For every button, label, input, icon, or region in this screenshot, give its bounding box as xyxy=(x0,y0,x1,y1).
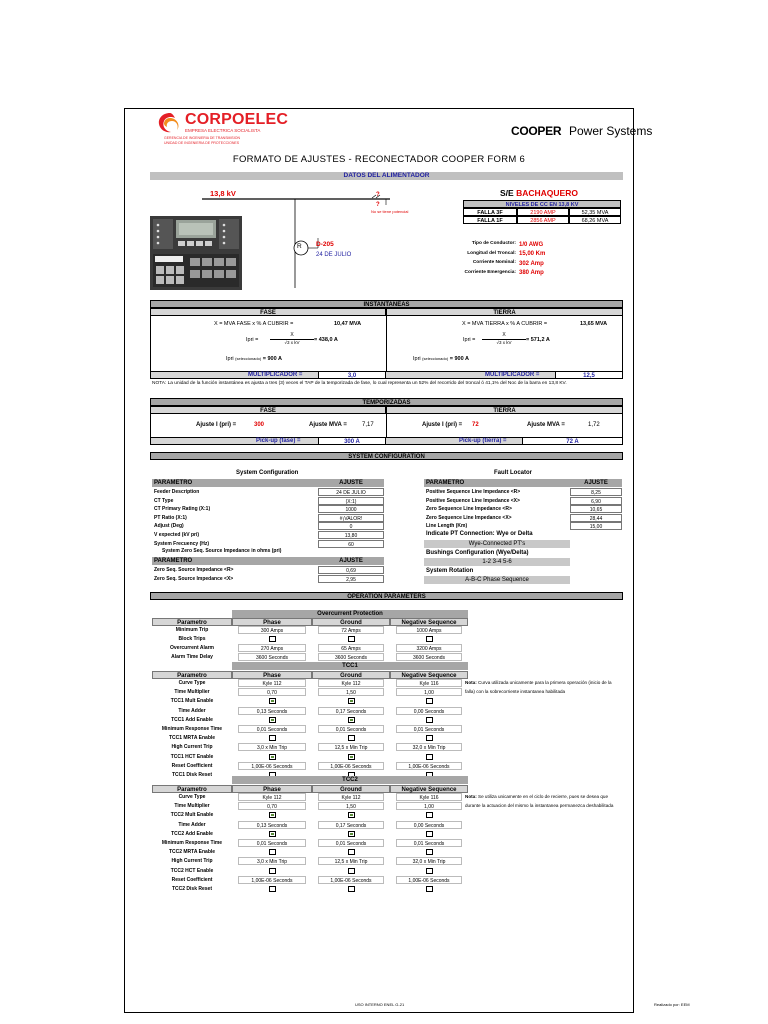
sys-param-label: Feeder Description xyxy=(154,489,200,495)
op-value-neg[interactable]: 1000 Amps xyxy=(396,626,462,634)
op-param-label: TCC2 Disk Reset xyxy=(171,886,212,892)
op-param-label: TCC1 MRTA Enable xyxy=(168,735,216,742)
fault-param-label: Zero Sequence Line Impedance <X> xyxy=(426,514,512,521)
op-checkbox-ground[interactable] xyxy=(348,735,355,741)
op-value-ground[interactable]: 0,17 Seconds xyxy=(318,707,384,715)
sys-param-value[interactable]: #¡VALOR! xyxy=(318,514,384,522)
op-param-label: High Current Trip xyxy=(171,858,213,865)
temp-fase-i-label: Ajuste I (pri) = xyxy=(196,422,237,428)
section-header-datos: DATOS DEL ALIMENTADOR xyxy=(150,172,623,180)
inst-fase-header: FASE xyxy=(150,308,386,316)
op-value-ground[interactable]: 1,50 xyxy=(318,802,384,810)
op-value-neg[interactable]: 0,00 Seconds xyxy=(396,707,462,715)
op-value-ground[interactable]: 1,00E-06 Seconds xyxy=(318,762,384,770)
spec-label: Corriente Nominal: xyxy=(472,260,516,265)
op-checkbox-phase[interactable] xyxy=(269,868,276,874)
cooper-power-systems: Power Systems xyxy=(569,124,653,138)
op-value-neg[interactable]: 1,00 xyxy=(396,802,462,810)
op-checkbox-ground[interactable] xyxy=(348,698,355,704)
inst-fase-sel xyxy=(226,357,282,363)
op-value-neg[interactable]: 3600 Seconds xyxy=(396,653,462,661)
op-value-neg[interactable]: 0,01 Seconds xyxy=(396,839,462,847)
tcc1-col-label: Parametro xyxy=(152,671,232,679)
zero-seq-value[interactable]: 2,95 xyxy=(318,575,384,583)
op-param-label: Minimum Trip xyxy=(175,627,209,633)
inst-fase-frac-den: √3 x kV xyxy=(284,340,300,345)
zero-seq-title: System Zero Seq. Source Impedance in ohms (pri) xyxy=(162,548,282,554)
tcc2-col-phase: Phase xyxy=(232,785,312,793)
op-checkbox-neg[interactable] xyxy=(426,886,433,892)
overcurrent-col-neg: Negative Sequence xyxy=(390,618,468,626)
op-checkbox-neg[interactable] xyxy=(426,812,433,818)
op-checkbox-neg[interactable] xyxy=(426,636,433,642)
falla-label: FALLA 3F xyxy=(463,208,517,216)
op-value-ground[interactable]: 0,01 Seconds xyxy=(318,725,384,733)
op-param-label: Curve Type xyxy=(178,794,206,800)
op-value-phase[interactable]: 0,13 Seconds xyxy=(238,707,306,715)
spec-value: 380 Amp xyxy=(519,270,544,276)
op-checkbox-phase[interactable] xyxy=(269,754,276,760)
sys-param-value[interactable]: 24 DE JULIO xyxy=(318,488,384,496)
inst-tierra-sel-note: (seleccionado) xyxy=(422,356,449,361)
op-checkbox-phase[interactable] xyxy=(269,812,276,818)
op-value-phase[interactable]: Kyle 112 xyxy=(238,679,306,687)
op-value-phase[interactable]: 300 Amps xyxy=(238,626,306,634)
op-value-ground[interactable]: Kyle 112 xyxy=(318,793,384,801)
section-header-operation: OPERATION PARAMETERS xyxy=(150,592,623,600)
inst-tierra-frac-num: X xyxy=(502,332,506,338)
page-title: FORMATO DE AJUSTES - RECONECTADOR COOPER FORM 6 xyxy=(232,154,526,165)
corpoelec-subtitle: EMPRESA ELECTRICA SOCIALISTA xyxy=(185,128,261,133)
temp-fase-header: FASE xyxy=(150,406,386,414)
temp-divider xyxy=(386,414,387,438)
bushings-label: Bushings Configuration (Wye/Delta) xyxy=(426,550,529,556)
op-param-label: Minimum Response Time xyxy=(161,840,223,846)
op-param-label: TCC1 Disk Reset xyxy=(171,772,212,778)
op-param-label: TCC2 Add Enable xyxy=(171,830,213,837)
tcc2-title: TCC2 xyxy=(232,776,468,784)
op-checkbox-neg[interactable] xyxy=(426,735,433,741)
temp-tierra-i: 72 xyxy=(472,422,479,428)
pt-connection-label: Indicate PT Connection: Wye or Delta xyxy=(426,531,533,537)
inst-tierra-sel xyxy=(413,357,469,363)
op-value-ground[interactable]: 72 Amps xyxy=(318,626,384,634)
tcc2-note-bold: Nota: xyxy=(465,794,477,799)
op-value-neg[interactable]: Kyle 116 xyxy=(396,793,462,801)
op-checkbox-ground[interactable] xyxy=(348,849,355,855)
fault-param-label: Line Length (Km) xyxy=(426,523,468,530)
unknown-marker-2: ? xyxy=(376,202,380,208)
section-header-system-config: SYSTEM CONFIGURATION xyxy=(150,452,623,460)
op-value-ground[interactable]: 65 Amps xyxy=(318,644,384,652)
se-label xyxy=(500,189,578,198)
tcc2-col-neg: Negative Sequence xyxy=(390,785,468,793)
recloser-panel-image xyxy=(150,216,242,290)
op-value-phase[interactable]: 0,70 xyxy=(238,802,306,810)
op-value-neg[interactable]: 0,01 Seconds xyxy=(396,725,462,733)
op-value-phase[interactable]: 3600 Seconds xyxy=(238,653,306,661)
tcc1-col-ground: Ground xyxy=(312,671,390,679)
sys-param-value[interactable]: (X:1) xyxy=(318,497,384,505)
op-value-ground[interactable]: 12,5 x Min Trip xyxy=(318,743,384,751)
rotation-value[interactable]: A-B-C Phase Sequence xyxy=(424,576,570,584)
op-checkbox-neg[interactable] xyxy=(426,868,433,874)
fault-param-value[interactable]: 28,44 xyxy=(570,514,622,522)
zero-seq-value[interactable]: 0,69 xyxy=(318,566,384,574)
fault-locator-title: Fault Locator xyxy=(494,470,533,476)
op-value-phase[interactable]: 3,0 x Min Trip xyxy=(238,857,306,865)
inst-fase-mult-label: MULTIPLICADOR = xyxy=(248,372,303,378)
pickup-tierra-label: Pick-up (tierra) = xyxy=(459,438,507,444)
fault-param-value[interactable]: 6,90 xyxy=(570,497,622,505)
temp-fase-mva-label: Ajuste MVA = xyxy=(309,422,347,428)
spec-value: 1/0 AWG xyxy=(519,241,544,248)
sys-param-label: PT Ratio (X:1) xyxy=(154,514,187,521)
falla-amp: 2856 AMP xyxy=(517,216,569,224)
inst-tierra-formula: X = MVA TIERRA x % A CUBRIR = xyxy=(462,321,548,327)
inst-tierra-x: 13,65 MVA xyxy=(580,321,608,327)
inst-fase-ipri-label: Ipri = xyxy=(246,337,259,343)
op-value-phase[interactable]: 1,00E-06 Seconds xyxy=(238,762,306,770)
footer-right: Realizado por: EEM xyxy=(654,1002,690,1007)
op-checkbox-phase[interactable] xyxy=(269,831,276,837)
inst-tierra-sel-label: Ipri xyxy=(413,356,421,362)
pickup-tierra-value: 72 A xyxy=(522,437,623,445)
sys-param-label: V expected (kV pri) xyxy=(154,532,200,538)
sys-col-ajuste: AJUSTE xyxy=(318,479,384,487)
pt-connection-value[interactable]: Wye-Connected PT's xyxy=(424,540,570,548)
op-checkbox-neg[interactable] xyxy=(426,831,433,837)
op-param-label: Reset Coefficient xyxy=(171,876,213,883)
sys-param-value[interactable]: 13,80 xyxy=(318,531,384,539)
fault-param-label: Zero Sequence Line Impedance <R> xyxy=(426,506,512,513)
footer-center: USO INTERNO ENEL G-21 xyxy=(355,1002,405,1007)
sys-param-label: System Frecuency (Hz) xyxy=(154,540,210,547)
section-header-temporizadas: TEMPORIZADAS xyxy=(150,398,623,406)
sys-param-label: CT Type xyxy=(154,497,174,504)
op-value-ground[interactable]: 0,01 Seconds xyxy=(318,839,384,847)
op-checkbox-ground[interactable] xyxy=(348,868,355,874)
inst-fase-mult: 3,0 xyxy=(318,371,386,379)
recloser-symbol-label: R xyxy=(297,243,302,250)
tcc1-col-neg: Negative Sequence xyxy=(390,671,468,679)
tcc1-note-bold: Nota: xyxy=(465,680,477,685)
overcurrent-col-ground: Ground xyxy=(312,618,390,626)
spec-label: Longitud del Troncal: xyxy=(467,250,516,256)
op-checkbox-phase[interactable] xyxy=(269,735,276,741)
inst-fase-ipri: = 438,0 A xyxy=(314,337,338,343)
spec-value: 302 Amp xyxy=(519,260,544,267)
op-param-label: Minimum Response Time xyxy=(161,726,223,732)
fault-col-param: PARAMETRO xyxy=(424,479,570,487)
inst-tierra-ipri: = 571,2 A xyxy=(526,337,550,343)
op-checkbox-ground[interactable] xyxy=(348,717,355,723)
zero-seq-label: Zero Seq. Source Impedance <X> xyxy=(154,576,234,582)
op-checkbox-phase[interactable] xyxy=(269,886,276,892)
zero-seq-label: Zero Seq. Source Impedance <R> xyxy=(154,567,234,573)
temp-fase-mva: 7,17 xyxy=(362,422,374,428)
op-value-neg[interactable]: 32,0 x Min Trip xyxy=(396,857,462,865)
inst-tierra-mult-label: MULTIPLICADOR = xyxy=(485,372,540,378)
fault-param-value[interactable]: 8,25 xyxy=(570,488,622,496)
op-checkbox-neg[interactable] xyxy=(426,754,433,760)
potential-note: No se tiene potencial xyxy=(371,209,409,214)
overcurrent-col-phase: Phase xyxy=(232,618,312,626)
temp-tierra-i-label: Ajuste I (pri) = xyxy=(422,422,463,428)
op-param-label: Time Multiplier xyxy=(174,803,210,810)
inst-fase-frac-num: X xyxy=(290,332,294,338)
inst-fase-x: 10,47 MVA xyxy=(334,321,362,327)
op-value-ground[interactable]: 12,5 x Min Trip xyxy=(318,857,384,865)
cooper-wordmark: COOPER xyxy=(511,124,562,138)
op-param-label: TCC2 HCT Enable xyxy=(170,867,214,874)
bushings-value[interactable]: 1-2 3-4 5-6 xyxy=(424,558,570,566)
device-name: 24 DE JULIO xyxy=(316,252,352,258)
falla-mva: 52,35 MVA xyxy=(569,208,621,216)
op-value-neg[interactable]: 0,00 Seconds xyxy=(396,821,462,829)
overcurrent-title: Overcurrent Protection xyxy=(232,610,468,618)
op-checkbox-neg[interactable] xyxy=(426,849,433,855)
op-value-phase[interactable]: 0,01 Seconds xyxy=(238,839,306,847)
overcurrent-col-label: Parametro xyxy=(152,618,232,626)
sys-param-value[interactable]: 0 xyxy=(318,522,384,530)
op-param-label: Time Multiplier xyxy=(174,689,210,696)
op-checkbox-ground[interactable] xyxy=(348,812,355,818)
temp-tierra-header: TIERRA xyxy=(386,406,623,414)
tcc1-note xyxy=(465,678,617,696)
tcc2-note xyxy=(465,792,617,810)
falla-label: FALLA 1F xyxy=(463,216,517,224)
rotation-label: System Rotation xyxy=(426,568,474,574)
op-param-label: TCC2 MRTA Enable xyxy=(168,849,216,856)
op-param-label: Alarm Time Delay xyxy=(171,654,213,660)
op-param-label: High Current Trip xyxy=(171,744,213,751)
op-param-label: Block Trips xyxy=(178,636,206,642)
op-value-phase[interactable]: 0,13 Seconds xyxy=(238,821,306,829)
inst-tierra-sel-value: = 900 A xyxy=(449,356,469,362)
op-param-label: Reset Coefficient xyxy=(171,762,213,769)
tcc1-title: TCC1 xyxy=(232,662,468,670)
fault-param-value[interactable]: 10,65 xyxy=(570,505,622,513)
op-checkbox-phase[interactable] xyxy=(269,849,276,855)
pickup-fase-label: Pick-up (fase) = xyxy=(256,438,301,444)
system-config-title: System Configuration xyxy=(236,470,299,476)
zero-col-ajuste: AJUSTE xyxy=(318,557,384,565)
op-value-phase[interactable]: 0,01 Seconds xyxy=(238,725,306,733)
op-param-label: TCC2 Mult Enable xyxy=(170,812,214,819)
op-param-label: TCC1 Mult Enable xyxy=(170,698,214,705)
op-checkbox-phase[interactable] xyxy=(269,717,276,723)
op-value-ground[interactable]: 3600 Seconds xyxy=(318,653,384,661)
inst-nota: NOTA: La unidad de la función instantánea es ajusta a tres (3) veces el TAP de la temporizada de fase, lo cual representa un 52% del recorrido del troncal ó 41,1% del Noc de la barra en 13,8 KV. xyxy=(152,381,567,386)
sys-param-label: Adjust (Deg) xyxy=(154,523,184,530)
device-id: D-205 xyxy=(316,241,334,248)
sys-col-param: PARAMETRO xyxy=(152,479,318,487)
corpoelec-dept-2: UNIDAD DE INGENIERIA DE PROTECCIONES xyxy=(164,141,240,145)
temp-tierra-mva-label: Ajuste MVA = xyxy=(527,422,565,428)
op-value-neg[interactable]: 32,0 x Min Trip xyxy=(396,743,462,751)
sys-param-value[interactable]: 1000 xyxy=(318,505,384,513)
op-checkbox-ground[interactable] xyxy=(348,636,355,642)
section-header-instantaneas: INSTANTANEAS xyxy=(150,300,623,308)
op-param-label: Time Adder xyxy=(178,821,206,828)
op-value-phase[interactable]: 270 Amps xyxy=(238,644,306,652)
voltage-label: 13,8 kV xyxy=(210,189,236,198)
op-value-neg[interactable]: 1,00E-06 Seconds xyxy=(396,876,462,884)
inst-fase-sel-value: = 900 A xyxy=(262,356,282,362)
inst-tierra-mult: 12,5 xyxy=(555,371,623,379)
corpoelec-wordmark: CORPOELEC xyxy=(185,111,289,128)
op-checkbox-neg[interactable] xyxy=(426,717,433,723)
se-prefix: S/E xyxy=(500,188,514,198)
fault-param-label: Positive Sequence Line Impedance <X> xyxy=(426,497,520,504)
op-value-neg[interactable]: 1,00E-06 Seconds xyxy=(396,762,462,770)
cc-levels-header: NIVELES DE CC EN 13,8 KV xyxy=(463,200,621,208)
unknown-marker-1: ? xyxy=(376,192,380,198)
op-value-phase[interactable]: Kyle 112 xyxy=(238,793,306,801)
spec-label: Tipo de Conductor: xyxy=(471,241,516,246)
op-param-label: Curve Type xyxy=(178,680,206,686)
pickup-fase-value: 300 A xyxy=(318,437,386,445)
op-value-neg[interactable]: 1,00 xyxy=(396,688,462,696)
inst-fase-formula: X = MVA FASE x % A CUBRIR = xyxy=(214,321,294,327)
op-value-phase[interactable]: 0,70 xyxy=(238,688,306,696)
se-name: BACHAQUERO xyxy=(516,188,578,198)
spec-label: Corriente Emergencia: xyxy=(464,269,516,275)
op-checkbox-ground[interactable] xyxy=(348,886,355,892)
inst-tierra-frac-den: √3 x kV xyxy=(496,340,512,345)
temp-fase-i: 300 xyxy=(254,422,265,428)
inst-tierra-ipri-label: Ipri = xyxy=(463,337,476,343)
fault-param-value[interactable]: 15,00 xyxy=(570,522,622,530)
op-value-ground[interactable]: Kyle 112 xyxy=(318,679,384,687)
sys-param-value[interactable]: 60 xyxy=(318,540,384,548)
tcc2-col-ground: Ground xyxy=(312,785,390,793)
multiplicador-row xyxy=(150,371,623,379)
op-value-neg[interactable]: 3200 Amps xyxy=(396,644,462,652)
inst-tierra-header: TIERRA xyxy=(386,308,623,316)
corpoelec-swirl-icon xyxy=(156,111,184,135)
tcc2-note-text: Se utiliza unicamente en el ciclo de recierre, pues se desea que durante la actuacion del mismo la instantanea permanezca deshabilitada xyxy=(465,794,614,808)
sys-param-label: CT Primary Rating (X:1) xyxy=(154,506,211,513)
op-param-label: TCC1 Add Enable xyxy=(171,716,213,723)
op-value-neg[interactable]: Kyle 116 xyxy=(396,679,462,687)
op-param-label: Overcurrent Alarm xyxy=(170,645,214,651)
op-value-ground[interactable]: 1,50 xyxy=(318,688,384,696)
inst-fase-sel-label: Ipri xyxy=(226,356,234,362)
tcc1-col-phase: Phase xyxy=(232,671,312,679)
spec-value: 15,00 Km xyxy=(519,251,546,257)
op-checkbox-neg[interactable] xyxy=(426,698,433,704)
op-param-label: TCC1 HCT Enable xyxy=(170,753,214,760)
op-checkbox-phase[interactable] xyxy=(269,636,276,642)
op-value-ground[interactable]: 0,17 Seconds xyxy=(318,821,384,829)
temp-tierra-mva: 1,72 xyxy=(588,422,600,428)
tcc1-note-text: Curva utilizada unicamente para la primera operación (inicio de la falla) con la sobrecorriente instantanea habilitada xyxy=(465,680,612,694)
op-value-phase[interactable]: 3,0 x Min Trip xyxy=(238,743,306,751)
tcc2-col-label: Parametro xyxy=(152,785,232,793)
fault-param-label: Positive Sequence Line Impedance <R> xyxy=(426,489,521,495)
op-checkbox-ground[interactable] xyxy=(348,831,355,837)
op-param-label: Time Adder xyxy=(178,707,206,714)
op-checkbox-ground[interactable] xyxy=(348,754,355,760)
inst-divider xyxy=(386,316,387,378)
falla-amp: 2190 AMP xyxy=(517,208,569,216)
op-checkbox-phase[interactable] xyxy=(269,698,276,704)
zero-col-param: PARAMETRO xyxy=(152,557,318,565)
fault-col-ajuste: AJUSTE xyxy=(570,479,622,487)
falla-mva: 68,26 MVA xyxy=(569,216,621,224)
inst-fase-sel-note: (seleccionado) xyxy=(235,356,262,361)
op-value-phase[interactable]: 1,00E-06 Seconds xyxy=(238,876,306,884)
corpoelec-dept-1: GERENCIA DE INGENIERIA DE TRANSMISION xyxy=(164,136,240,140)
op-value-ground[interactable]: 1,00E-06 Seconds xyxy=(318,876,384,884)
